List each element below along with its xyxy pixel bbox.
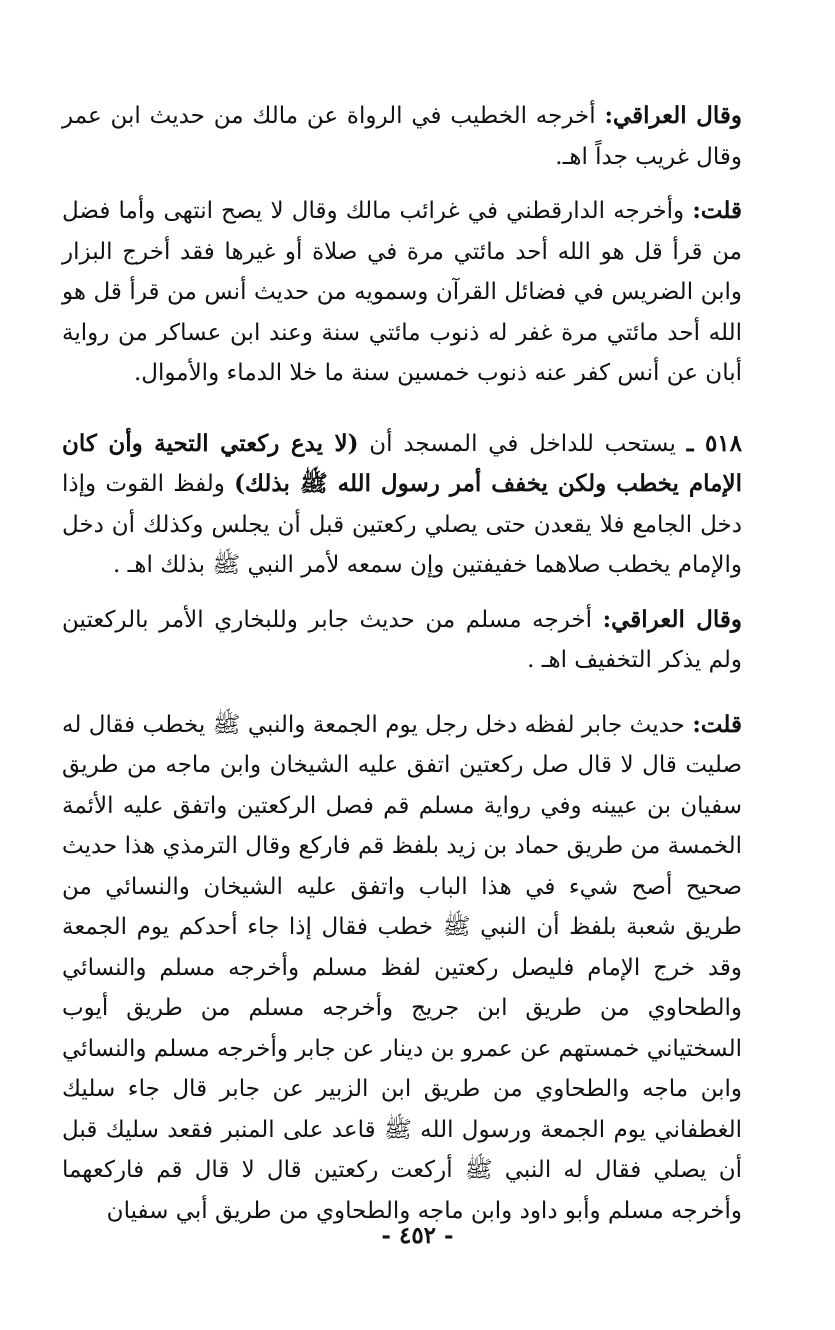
paragraph-iraqi-2 [62,600,742,681]
hadith-number: ٥١٨ ـ [686,429,742,457]
paragraph-hadith-518 [62,424,742,586]
paragraph-text: أخرجه مسلم من حديث جابر وللبخاري الأمر بالركعتين ولم يذكر التخفيف اهـ . [62,606,742,673]
paragraph-text: وأخرجه الدارقطني في غرائب مالك وقال لا يصح انتهى وأما فضل من قرأ قل هو الله أحد مائتي مرة في صلاة أو غيرها فقد أخرج البزار وابن الضريس في فضائل القرآن وسمويه من حديث أنس من قرأ قل هو الله أحد مائتي مرة غفر له ذنوب مائتي سنة وعند ابن عساكر من رواية أبان عن أنس كفر عنه ذنوب خمسين سنة ما خلا الدماء والأموال. [62,198,742,386]
paragraph-text: أخرجه الخطيب في الرواة عن مالك من حديث ابن عمر وقال غريب جداً اهـ. [62,103,742,170]
paragraph-qultu-1 [62,191,742,394]
paragraph-label: وقال العراقي: [604,102,742,129]
page-number: - ٤٥٢ - [381,1222,454,1249]
paragraph-qultu-2 [62,705,742,1232]
page-body [62,96,742,1231]
paragraph-label: قلت: [692,197,742,224]
paragraph-iraqi-1 [62,96,742,177]
paragraph-text: ولفظ القوت وإذا دخل الجامع فلا يقعدن حتى يصلي ركعتين قبل أن يجلس وكذلك أن دخل والإمام يخطب صلاهما خفيفتين وإن سمعه لأمر النبي ﷺ بذلك اهـ . [62,471,742,578]
paragraph-label: قلت: [692,710,742,738]
paragraph-label: وقال العراقي: [602,605,742,633]
hadith-quote: (لا يدع ركعتي التحية وأن كان الإمام يخطب ولكن يخفف أمر رسول الله ﷺ بذلك) [62,429,742,497]
paragraph-text: يستحب للداخل في المسجد أن [358,430,687,457]
paragraph-text: حديث جابر لفظه دخل رجل يوم الجمعة والنبي ﷺ يخطب فقال له صليت قال لا قال صل ركعتين اتفق عليه الشيخان وابن ماجه من طريق سفيان بن عيينه وفي رواية مسلم قم فصل الركعتين واتفق عليه الأئمة الخمسة من طريق حماد بن زيد بلفظ قم فاركع وقال الترمذي هذا حديث صحيح أصح شيء في هذا الباب واتفق عليه الشيخان والنسائي من طريق شعبة بلفظ أن النبي ﷺ خطب فقال إذا جاء أحدكم يوم الجمعة وقد خرج الإمام فليصل ركعتين لفظ مسلم وأخرجه مسلم والنسائي والطحاوي من طريق ابن جريج وأخرجه مسلم من طريق أيوب السختياني خمستهم عن عمرو بن دينار عن جابر وأخرجه مسلم والنسائي وابن ماجه والطحاوي من طريق ابن الزبير عن جابر قال جاء سليك الغطفاني يوم الجمعة ورسول الله ﷺ قاعد على المنبر فقعد سليك قبل أن يصلي فقال له النبي ﷺ أركعت ركعتين قال لا قال قم فاركعهما وأخرجه مسلم وأبو داود وابن ماجه والطحاوي من طريق أبي سفيان [62,711,742,1224]
